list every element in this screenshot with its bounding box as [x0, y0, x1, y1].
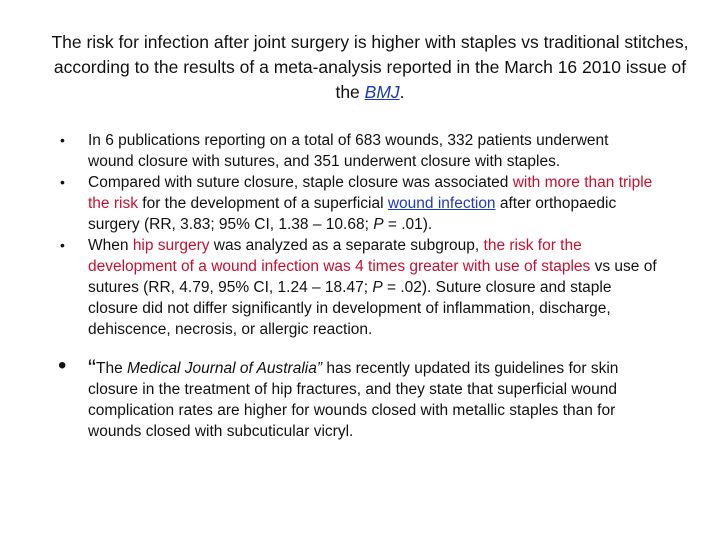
- bullet-item: [58, 130, 658, 172]
- open-quote: “: [88, 355, 96, 382]
- p-symbol: P: [373, 216, 384, 233]
- page-title: [40, 30, 700, 105]
- bullet-item: [58, 172, 658, 235]
- bullet-text: = .02). Suture closure and staple closure did not differ significantly in development of inflammation, discharge, dehiscence, necrosis, or allergic reaction.: [88, 279, 612, 338]
- bullet-text: Compared with suture closure, staple closure was associated: [88, 174, 513, 191]
- title-text: The risk for infection after joint surgery is higher with staples vs traditional stitches, according to the results of a meta-analysis reported in the March 16 2010 issue of the: [51, 32, 689, 102]
- bullet-text: was analyzed as a separate subgroup,: [209, 237, 484, 254]
- bullet-item: [58, 235, 658, 340]
- bullet-icon: •: [60, 132, 65, 148]
- bullet-text: after orthopaedic surgery (RR, 3.83; 95% CI, 1.38 – 10.68;: [88, 195, 617, 233]
- bullet-text: = .01).: [383, 216, 433, 233]
- final-bullet: [58, 352, 658, 442]
- bullet-item: [58, 352, 658, 442]
- close-quote: ”: [316, 360, 323, 377]
- bullet-text: vs use of sutures (RR, 4.79, 95% CI, 1.24 – 18.47;: [88, 258, 657, 296]
- bmj-link[interactable]: BMJ: [364, 82, 400, 102]
- bullet-text: When: [88, 237, 133, 254]
- bullet-icon: •: [60, 237, 65, 253]
- wound-infection-link[interactable]: wound infection: [387, 195, 496, 212]
- bullet-text: In 6 publications reporting on a total of 683 wounds, 332 patients underwent wound closure with sutures, and 351 underwent closure with staples.: [88, 132, 609, 170]
- highlight-text: with more than triple the risk: [88, 174, 653, 212]
- bullet-icon: •: [58, 352, 67, 379]
- highlight-text: the risk for the development of a wound infection was 4 times greater with use of staples: [88, 237, 591, 275]
- highlight-text: hip surgery: [132, 237, 210, 254]
- p-symbol: P: [372, 279, 383, 296]
- bullet-text: has recently updated its guidelines for skin closure in the treatment of hip fractures, and they state that superficial wound complication rates are higher for wounds closed with metallic staples than for wounds closed with subcuticular vicryl.: [88, 360, 619, 440]
- bullet-icon: •: [60, 174, 65, 190]
- bullet-text: The: [96, 360, 128, 377]
- bullet-list: [58, 130, 658, 340]
- journal-name: Medical Journal of Australia: [127, 360, 317, 377]
- title-period: .: [399, 82, 405, 102]
- bullet-text: for the development of a superficial: [137, 195, 388, 212]
